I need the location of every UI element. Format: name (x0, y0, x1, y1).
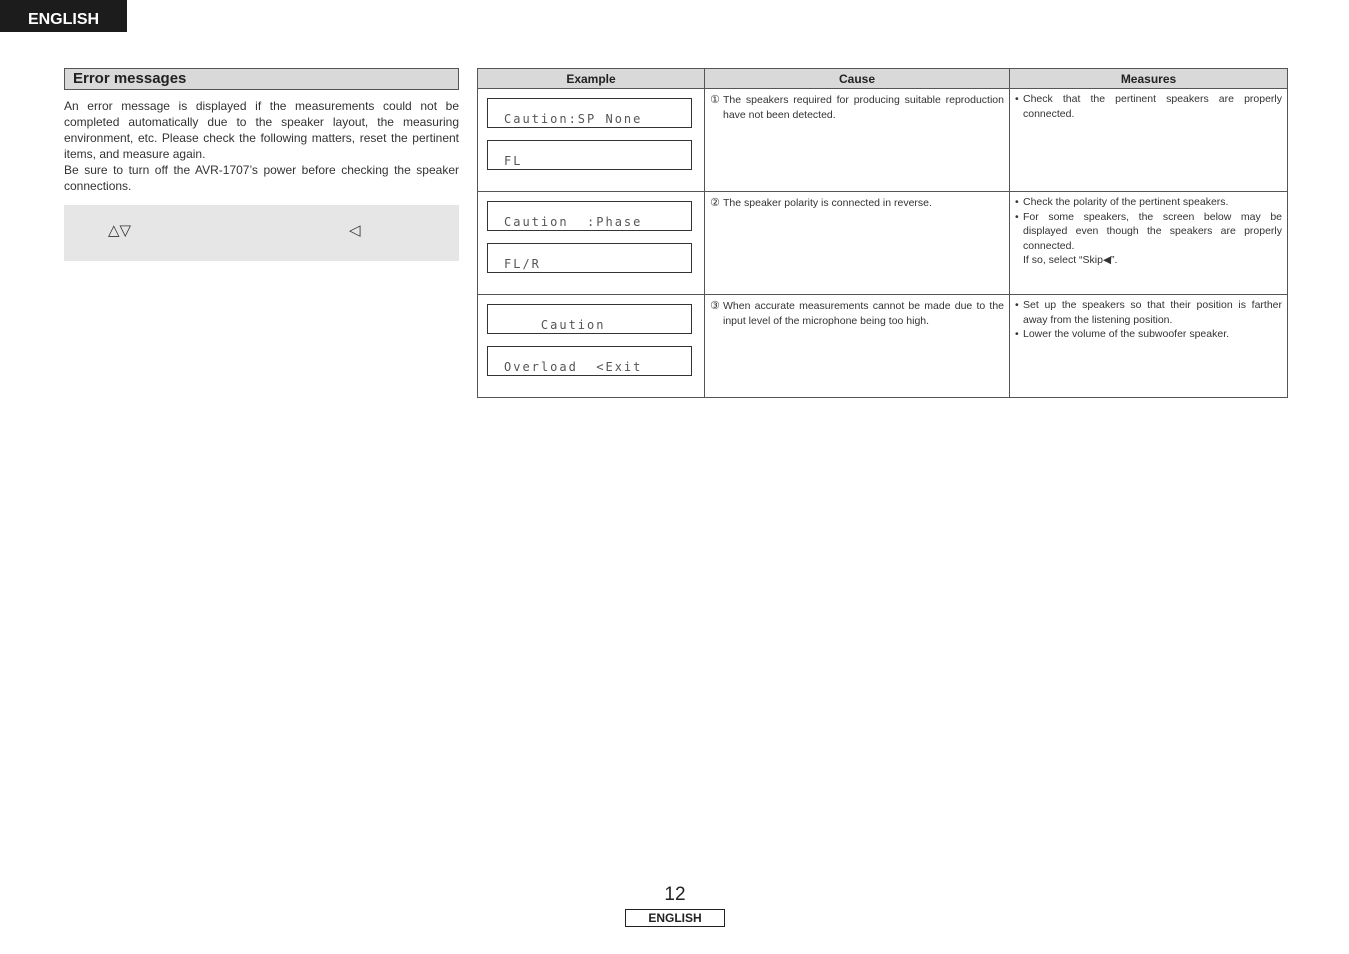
lcd-display-line-1: Caution:SP None (487, 98, 692, 128)
cause-cell (705, 295, 1010, 398)
list-item: • For some speakers, the screen below may be displayed even though the speakers are properly connected. (1015, 210, 1282, 252)
list-item: • Check the polarity of the pertinent speakers. (1015, 196, 1229, 208)
example-cell (478, 295, 705, 398)
note-box (64, 205, 459, 261)
list-item: • Set up the speakers so that their position is farther away from the listening position. (1015, 299, 1282, 326)
cause-text: When accurate measurements cannot be made due to the input level of the microphone being too high. (723, 300, 1004, 327)
cause-cell (705, 89, 1010, 192)
table-header-row (478, 69, 1288, 89)
example-cell (478, 89, 705, 192)
section-title: Error messages (64, 68, 459, 90)
cause-text: The speakers required for producing suitable reproduction have not been detected. (723, 94, 1004, 121)
left-triangle-icon: ◁ (349, 222, 361, 239)
lcd-display-line-2: Overload <Exit (487, 346, 692, 376)
table-row (478, 295, 1288, 398)
lcd-display-line-2: FL (487, 140, 692, 170)
header-example: Example (478, 69, 705, 89)
cause-text: The speaker polarity is connected in reverse. (723, 197, 932, 209)
list-item: • Check that the pertinent speakers are properly connected. (1015, 93, 1282, 120)
header-measures: Measures (1010, 69, 1288, 89)
measures-cell (1010, 89, 1288, 192)
measures-cell (1010, 192, 1288, 295)
cause-number: ③ (710, 300, 720, 312)
table-row (478, 192, 1288, 295)
cause-number: ② (710, 197, 720, 209)
intro-paragraph-2: Be sure to turn off the AVR-1707’s power before checking the speaker connections. (64, 163, 459, 193)
header-cause: Cause (705, 69, 1010, 89)
list-item: • Lower the volume of the subwoofer speaker. (1015, 328, 1230, 340)
table-row (478, 89, 1288, 192)
cause-number: ① (710, 94, 720, 106)
lcd-display-line-2: FL/R (487, 243, 692, 273)
measures-note: If so, select “Skip◀”. (1023, 254, 1118, 266)
up-down-triangle-icon: △▽ (108, 222, 132, 239)
example-cell (478, 192, 705, 295)
cause-cell (705, 192, 1010, 295)
language-tab: ENGLISH (0, 0, 127, 32)
lcd-display-line-1: Caution (487, 304, 692, 334)
intro-paragraph-1: An error message is displayed if the measurements could not be completed automatically due to the speaker layout, the measuring environment, etc. Please check the following matters, reset the pertinent items, and measure again. (64, 99, 459, 161)
footer-language-label: ENGLISH (625, 909, 725, 927)
measures-cell (1010, 295, 1288, 398)
error-messages-table (477, 68, 1288, 398)
page-number: 12 (664, 884, 686, 905)
lcd-display-line-1: Caution :Phase (487, 201, 692, 231)
intro-text (64, 98, 459, 194)
